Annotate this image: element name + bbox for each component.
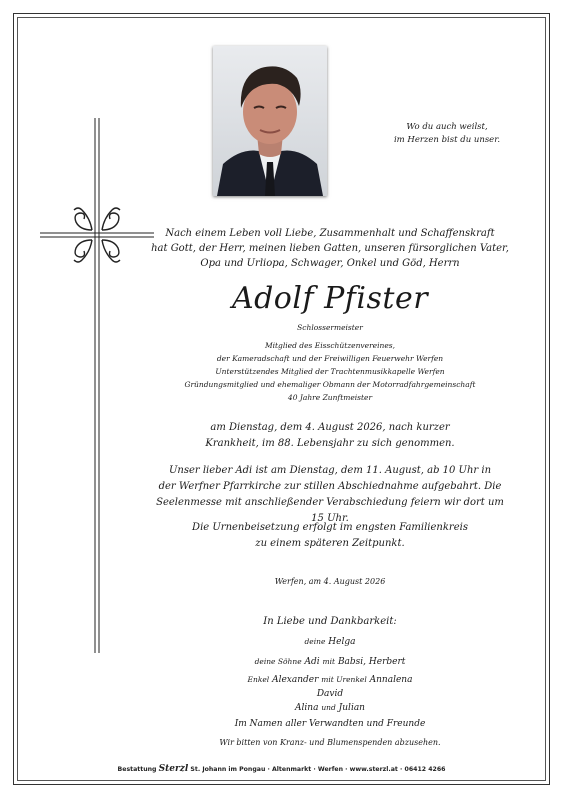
mourner-name: Helga — [328, 637, 356, 647]
place-date: Werfen, am 4. August 2026 — [274, 577, 386, 586]
mourner-name: Herbert — [368, 657, 406, 667]
funeral-home-logo: Sterzl — [158, 764, 189, 774]
mourner-name: David — [316, 689, 344, 699]
mourner-name: Julian — [338, 703, 365, 713]
death-notice — [150, 420, 510, 452]
urn-line: zu einem späteren Zeitpunkt. — [255, 538, 405, 549]
profession-line: Gründungsmitglied und ehemaliger Obmann der Motorradfahrgemeinschaft — [184, 380, 476, 389]
mourner-name: Babsi, — [337, 657, 367, 667]
mourners-block — [150, 614, 510, 751]
motto — [372, 121, 522, 147]
death-line: Krankheit, im 88. Lebensjahr zu sich genommen. — [205, 438, 455, 449]
funeral-home-footer — [17, 764, 546, 774]
mourner-prefix: deine — [304, 637, 326, 646]
death-line: am Dienstag, dem 4. August 2026, nach kurzer — [210, 422, 450, 433]
footer-contact: St. Johann im Pongau · Altenmarkt · Werfen · www.sterzl.at · 06412 4266 — [190, 766, 446, 773]
motto-line: Wo du auch weilst, — [406, 122, 488, 132]
motto-line: im Herzen bist du unser. — [393, 135, 501, 145]
mourner-name: Alina — [295, 703, 319, 713]
mourner-connector: mit — [322, 657, 336, 666]
deceased-name: Adolf Pfister — [231, 281, 429, 316]
urn-burial-info — [150, 520, 510, 552]
profession-block — [150, 321, 510, 404]
mourner-connector: und — [321, 703, 336, 712]
flower-request: Wir bitten von Kranz- und Blumenspenden abzusehen. — [219, 738, 441, 747]
mourner-name: Alexander — [272, 675, 319, 685]
portrait-photo — [213, 46, 327, 196]
service-line: der Werfner Pfarrkirche zur stillen Abschiednahme aufgebahrt. Die — [158, 481, 502, 492]
mourner-connector: mit Urenkel — [321, 675, 367, 684]
service-line: Seelenmesse mit anschließender Verabschiedung feiern wir dort um 15 Uhr. — [156, 497, 504, 524]
intro-line: Opa und Urliopa, Schwager, Onkel und Göd, Herrn — [200, 258, 460, 269]
cross-ornament-icon — [40, 118, 154, 653]
profession-line: Mitglied des Eisschützenvereines, — [264, 341, 396, 350]
footer-prefix: Bestattung — [117, 766, 157, 773]
intro-line: Nach einem Leben voll Liebe, Zusammenhalt und Schaffenskraft — [165, 228, 495, 239]
intro-text — [150, 226, 510, 271]
urn-line: Die Urnenbeisetzung erfolgt im engsten Familienkreis — [192, 522, 468, 533]
mourner-name: Adi — [304, 657, 320, 667]
mourner-row — [150, 688, 510, 700]
service-info — [150, 463, 510, 527]
mourner-row — [150, 654, 510, 670]
mourner-prefix: Enkel — [247, 675, 270, 684]
intro-line: hat Gott, der Herr, meinen lieben Gatten, unseren fürsorglichen Vater, — [151, 243, 509, 254]
mourner-row — [150, 672, 510, 688]
mourner-row — [150, 634, 510, 650]
service-line: Unser lieber Adi ist am Dienstag, dem 11. August, ab 10 Uhr in — [168, 465, 492, 476]
profession-line: Schlossermeister — [297, 323, 363, 332]
mourner-prefix: deine Söhne — [254, 657, 302, 666]
profession-line: Unterstützendes Mitglied der Trachtenmusikkapelle Werfen — [215, 367, 445, 376]
mourner-name: Annalena — [369, 675, 413, 685]
mourners-heading: In Liebe und Dankbarkeit: — [263, 616, 397, 627]
relatives-line: Im Namen aller Verwandten und Freunde — [234, 719, 426, 729]
mourner-row — [150, 700, 510, 716]
profession-line: der Kameradschaft und der Freiwilligen Feuerwehr Werfen — [216, 354, 444, 363]
profession-line: 40 Jahre Zunftmeister — [287, 393, 373, 402]
